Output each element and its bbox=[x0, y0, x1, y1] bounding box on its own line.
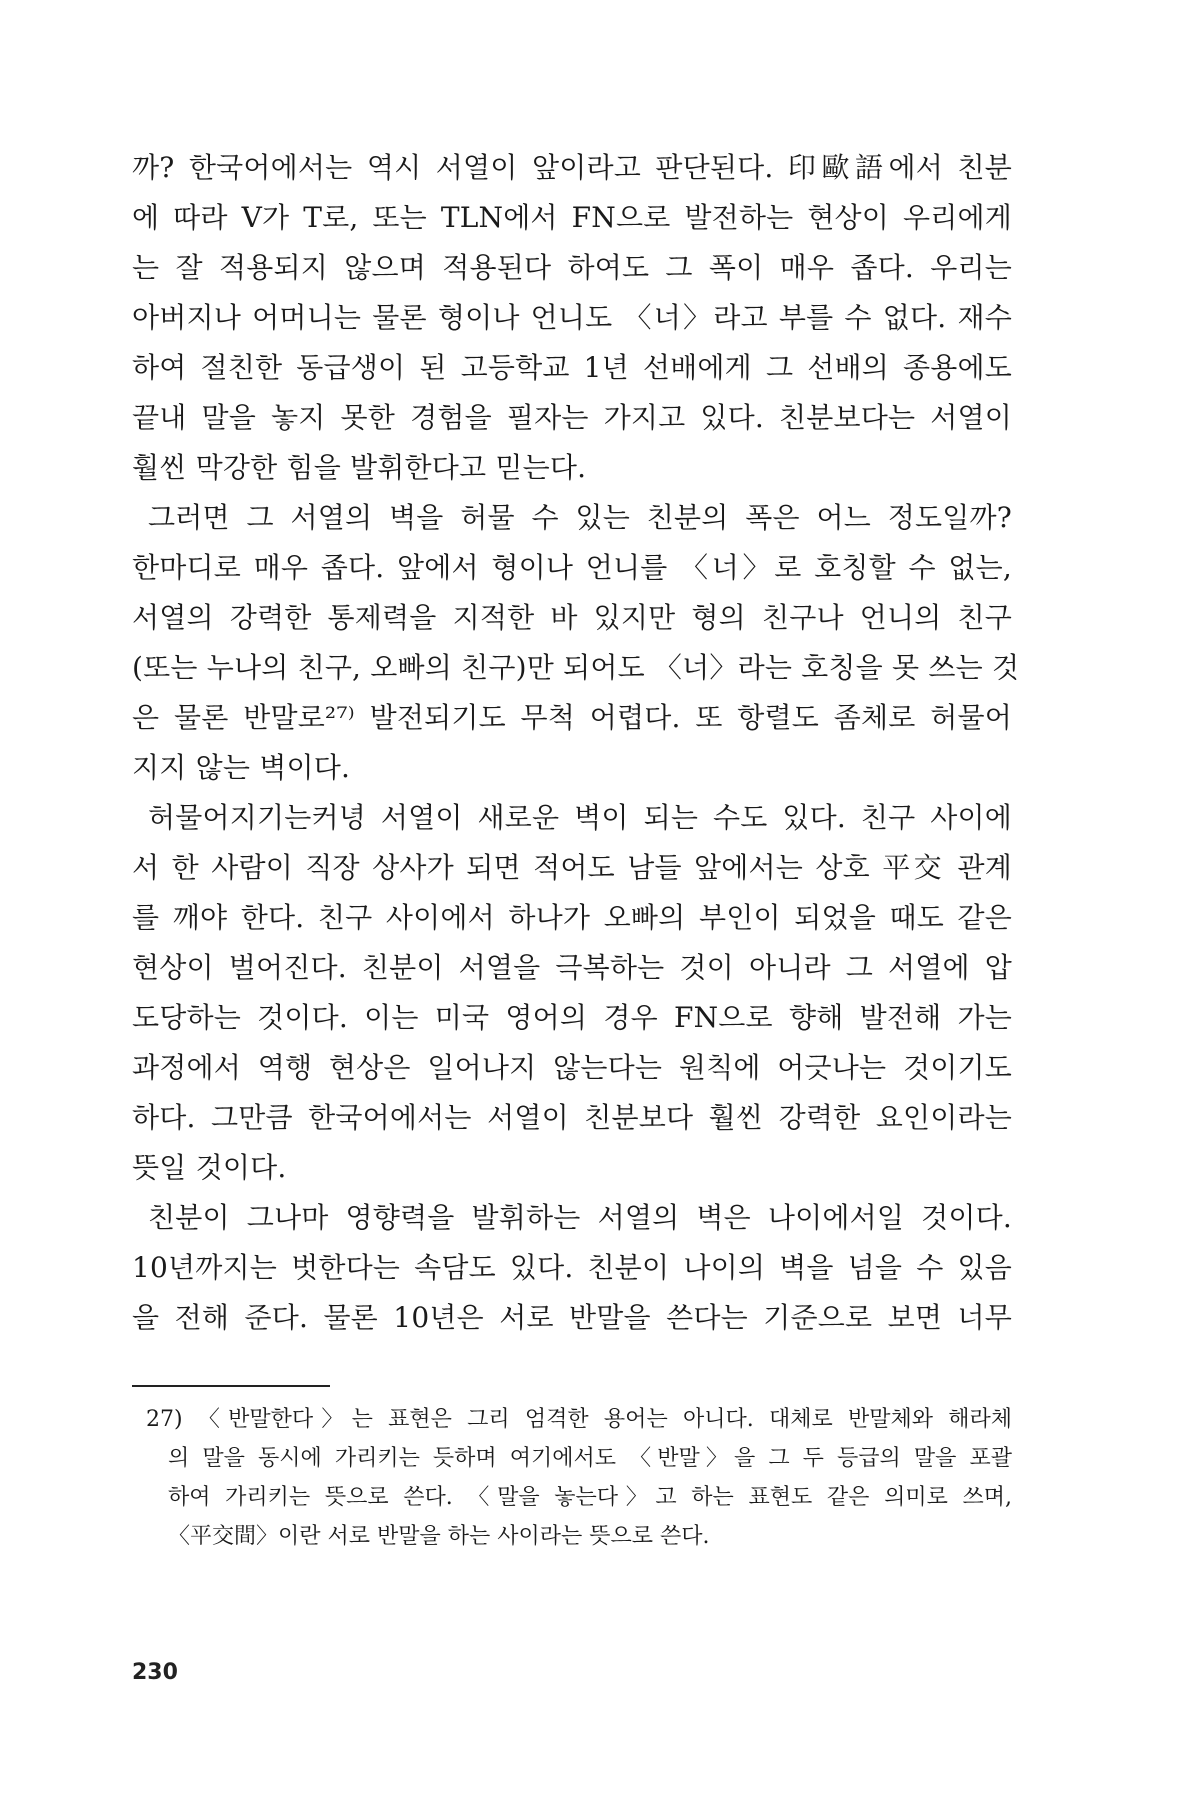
page-number: 230 bbox=[132, 1660, 178, 1685]
body-line: 아버지나 어머니는 물론 형이나 언니도 〈너〉라고 부를 수 없다. 재수 bbox=[132, 301, 1012, 334]
body-line: (또는 누나의 친구, 오빠의 친구)만 되어도 〈너〉라는 호칭을 못 쓰는 것 bbox=[132, 651, 1020, 684]
body-line: 뜻일 것이다. bbox=[132, 1151, 287, 1184]
body-line: 하다. 그만큼 한국어에서는 서열이 친분보다 훨씬 강력한 요인이라는 bbox=[132, 1101, 1012, 1134]
body-line: 훨씬 막강한 힘을 발휘한다고 믿는다. bbox=[132, 451, 587, 484]
body-line: 는 잘 적용되지 않으며 적용된다 하여도 그 폭이 매우 좁다. 우리는 bbox=[132, 251, 1012, 284]
body-line: 도당하는 것이다. 이는 미국 영어의 경우 FN으로 향해 발전해 가는 bbox=[132, 1001, 1012, 1034]
body-line: 에 따라 V가 T로, 또는 TLN에서 FN으로 발전하는 현상이 우리에게 bbox=[132, 201, 1012, 234]
body-line: 서열의 강력한 통제력을 지적한 바 있지만 형의 친구나 언니의 친구 bbox=[132, 601, 1012, 634]
body-line: 까? 한국어에서는 역시 서열이 앞이라고 판단된다. 印歐語에서 친분 bbox=[132, 151, 1012, 184]
body-line: 10년까지는 벗한다는 속담도 있다. 친분이 나이의 벽을 넘을 수 있음 bbox=[132, 1251, 1012, 1284]
body-line: 현상이 벌어진다. 친분이 서열을 극복하는 것이 아니라 그 서열에 압 bbox=[132, 951, 1012, 984]
footnote-divider bbox=[132, 1385, 330, 1387]
body-line: 지지 않는 벽이다. bbox=[132, 751, 351, 784]
body-line: 허물어지기는커녕 서열이 새로운 벽이 되는 수도 있다. 친구 사이에 bbox=[148, 801, 1012, 834]
body-line: 끝내 말을 놓지 못한 경험을 필자는 가지고 있다. 친분보다는 서열이 bbox=[132, 401, 1012, 434]
body-line: 과정에서 역행 현상은 일어나지 않는다는 원칙에 어긋나는 것이기도 bbox=[132, 1051, 1012, 1084]
footnote-line: 하여 가리키는 뜻으로 쓴다. 〈말을 놓는다〉고 하는 표현도 같은 의미로 쓰며, bbox=[168, 1485, 1012, 1510]
body-line: 그러면 그 서열의 벽을 허물 수 있는 친분의 폭은 어느 정도일까? bbox=[148, 501, 1012, 534]
body-text bbox=[132, 143, 1020, 1343]
body-line: 를 깨야 한다. 친구 사이에서 하나가 오빠의 부인이 되었을 때도 같은 bbox=[132, 901, 1012, 934]
body-line: 을 전해 준다. 물론 10년은 서로 반말을 쓴다는 기준으로 보면 너무 bbox=[132, 1301, 1012, 1334]
body-line: 한마디로 매우 좁다. 앞에서 형이나 언니를 〈너〉로 호칭할 수 없는, bbox=[132, 551, 1012, 584]
footnote-line: 27) 〈반말한다〉는 표현은 그리 엄격한 용어는 아니다. 대체로 반말체와 해라체 bbox=[146, 1407, 1012, 1432]
body-line: 친분이 그나마 영향력을 발휘하는 서열의 벽은 나이에서일 것이다. bbox=[148, 1201, 1012, 1234]
body-line: 은 물론 반말로²⁷⁾ 발전되기도 무척 어렵다. 또 항렬도 좀체로 허물어 bbox=[132, 701, 1012, 734]
body-line: 하여 절친한 동급생이 된 고등학교 1년 선배에게 그 선배의 종용에도 bbox=[132, 351, 1012, 384]
body-line: 서 한 사람이 직장 상사가 되면 적어도 남들 앞에서는 상호 平交 관계 bbox=[132, 851, 1012, 884]
footnote-line: 〈平交間〉이란 서로 반말을 하는 사이라는 뜻으로 쓴다. bbox=[168, 1524, 710, 1549]
footnote-line: 의 말을 동시에 가리키는 듯하며 여기에서도 〈반말〉을 그 두 등급의 말을 포괄 bbox=[168, 1446, 1012, 1471]
footnote bbox=[146, 1400, 1012, 1556]
